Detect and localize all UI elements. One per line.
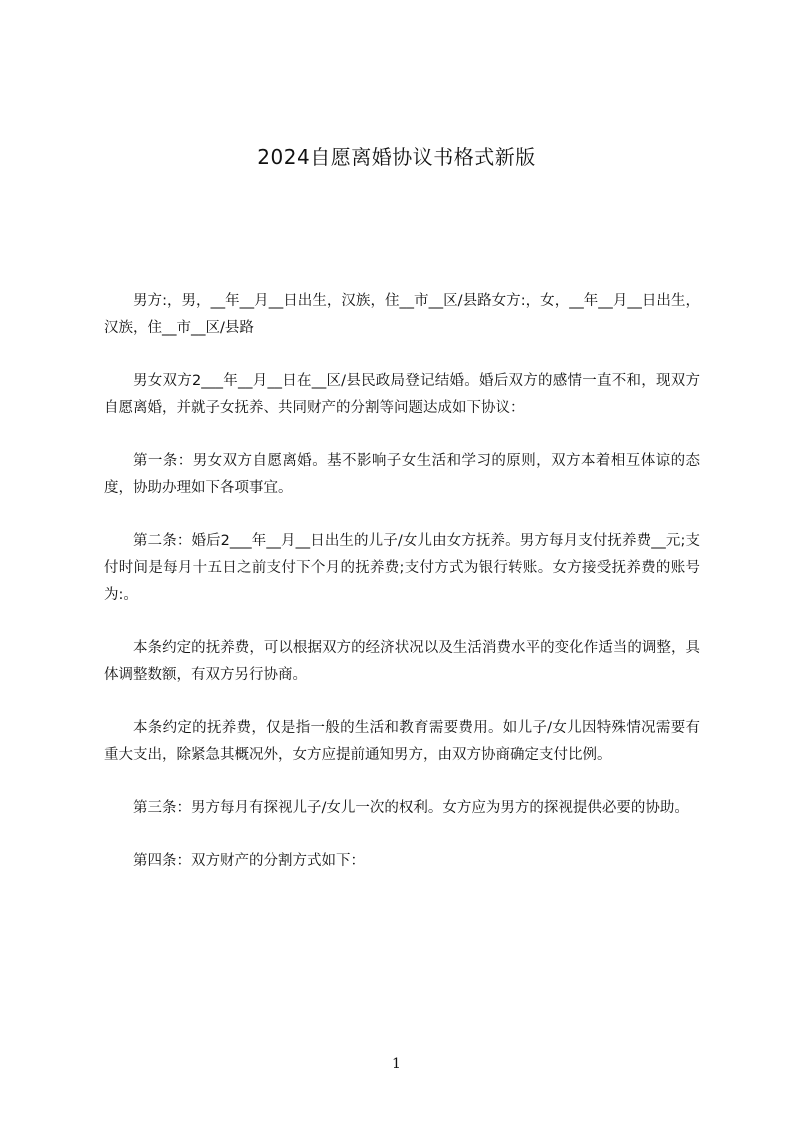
document-title: 2024自愿离婚协议书格式新版 bbox=[257, 145, 536, 169]
paragraph-support-adjustment: 本条约定的抚养费，可以根据双方的经济状况以及生活消费水平的变化作适当的调整，具体调整数额，有双方另行协商。 bbox=[104, 640, 700, 683]
paragraph-article-2: 第二条：婚后2___年__月__日出生的儿子/女儿由女方抚养。男方每月支付抚养费__元;支付时间是每月十五日之前支付下个月的抚养费;支付方式为银行转账。女方接受抚养费的账号为:。 bbox=[104, 533, 700, 603]
page-number: 1 bbox=[392, 1056, 401, 1072]
paragraph-parties: 男方:，男，__年__月__日出生，汉族，住__市__区/县路女方:，女，__年__月__日出生，汉族，住__市__区/县路 bbox=[104, 293, 700, 336]
paragraph-article-4: 第四条：双方财产的分割方式如下： bbox=[133, 853, 365, 869]
paragraph-marriage-registration: 男女双方2___年__月__日在__区/县民政局登记结婚。婚后双方的感情一直不和，现双方自愿离婚，并就子女抚养、共同财产的分割等问题达成如下协议： bbox=[104, 373, 700, 416]
paragraph-article-3: 第三条：男方每月有探视儿子/女儿一次的权利。女方应为男方的探视提供必要的协助。 bbox=[133, 800, 689, 816]
paragraph-support-scope: 本条约定的抚养费，仅是指一般的生活和教育需要费用。如儿子/女儿因特殊情况需要有重大支出，除紧急其概况外，女方应提前通知男方，由双方协商确定支付比例。 bbox=[104, 720, 700, 763]
document-body bbox=[104, 288, 700, 901]
paragraph-article-1: 第一条：男女双方自愿离婚。基不影响子女生活和学习的原则，双方本着相互体谅的态度，协助办理如下各项事宜。 bbox=[104, 453, 700, 496]
